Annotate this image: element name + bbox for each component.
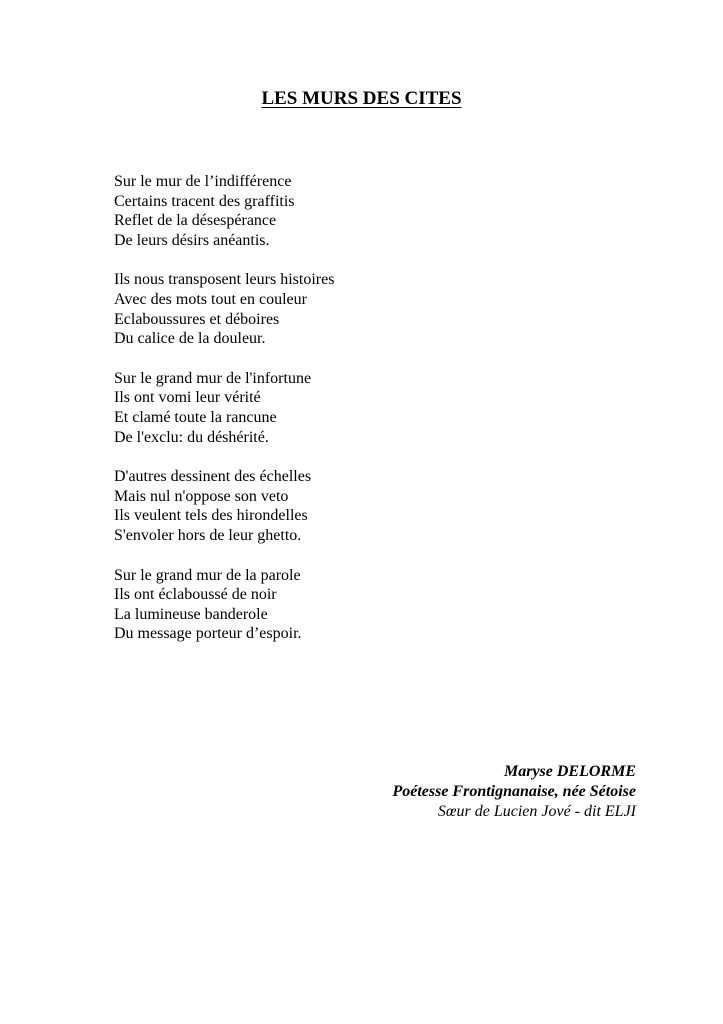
poem-line: Ils ont vomi leur vérité (114, 389, 261, 407)
poem-line: Mais nul n'oppose son veto (114, 487, 289, 505)
poem-line: Ils nous transposent leurs histoires (114, 271, 335, 289)
author-name: Maryse DELORME (503, 763, 636, 780)
poem-line: D'autres dessinent des échelles (114, 468, 312, 486)
poem-line: Avec des mots tout en couleur (114, 290, 307, 308)
poem-line: S'envoler hors de leur ghetto. (114, 526, 302, 544)
poem-line: Ils ont éclaboussé de noir (114, 586, 277, 604)
poem-line: La lumineuse banderole (114, 605, 268, 623)
poem-line: De l'exclu: du déshérité. (114, 428, 269, 446)
poem-line: De leurs désirs anéantis. (114, 231, 270, 249)
poem-line: Eclaboussures et déboires (114, 310, 280, 328)
poem-line: Reflet de la désespérance (114, 212, 277, 230)
poem-title: LES MURS DES CITES (261, 88, 462, 109)
poem-line: Ils veulent tels des hirondelles (114, 507, 308, 525)
poem-line: Et clamé toute la rancune (114, 408, 277, 426)
stanza-3 (114, 369, 534, 447)
poem-line: Sur le grand mur de la parole (114, 566, 301, 584)
author-signature (392, 762, 636, 822)
author-role: Poétesse Frontignanaise, née Sétoise (392, 783, 636, 800)
poem-body (114, 172, 534, 664)
poem-line: Du message porteur d’espoir. (114, 625, 302, 643)
stanza-4 (114, 467, 534, 545)
poem-line: Sur le grand mur de l'infortune (114, 369, 312, 387)
poem-line: Du calice de la douleur. (114, 330, 266, 348)
stanza-1 (114, 172, 534, 250)
poem-line: Certains tracent des graffitis (114, 192, 295, 210)
poem-line: Sur le mur de l’indifférence (114, 173, 292, 190)
stanza-5 (114, 566, 534, 644)
stanza-2 (114, 270, 534, 348)
author-note: Sœur de Lucien Jové - dit ELJI (437, 803, 636, 820)
